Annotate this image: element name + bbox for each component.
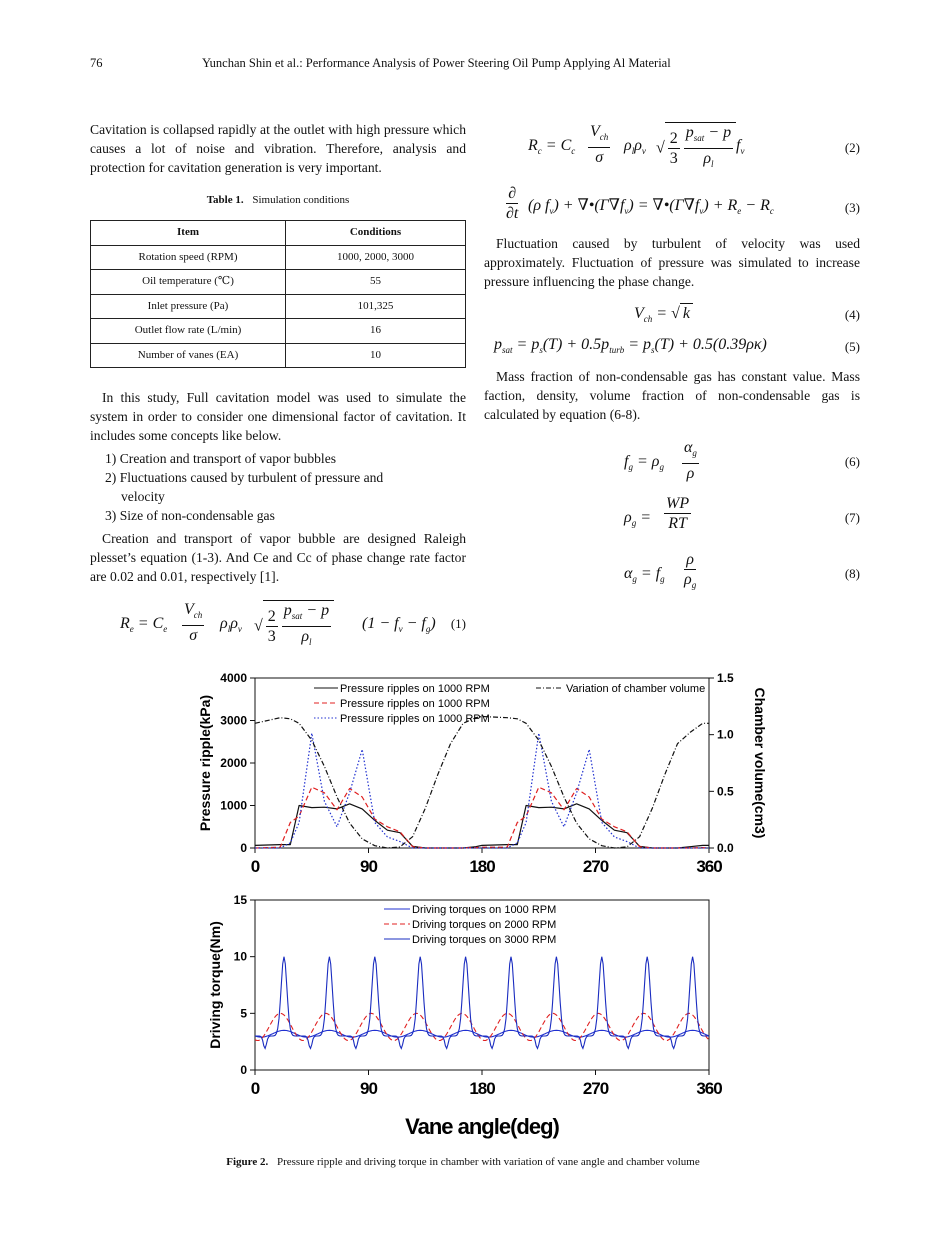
pressure-legend [314, 683, 705, 725]
x-tick-label: 360 [696, 857, 722, 876]
figure-caption-text: Pressure ripple and driving torque in chamber with variation of vane angle and chamber volume [276, 1156, 700, 1168]
x-tick-label: 180 [469, 1079, 495, 1098]
list-item: 3) Size of non-condensable gas [105, 508, 275, 523]
equation-number: (3) [844, 200, 860, 215]
legend-label: Driving torques on 1000 RPM [412, 904, 557, 916]
table-cell: 10 [286, 343, 466, 368]
y2-tick-label: 1.0 [717, 727, 734, 742]
equation-number: (5) [844, 339, 860, 354]
x-axis-label: Vane angle(deg) [405, 1114, 559, 1139]
table-cell: Oil temperature (℃) [91, 270, 286, 295]
table-cell: 55 [286, 270, 466, 295]
y-tick-label: 3000 [220, 713, 247, 728]
torque-series-line [255, 957, 709, 1049]
page-number: 76 [90, 56, 103, 70]
equation-8: $\alpha_g = f_g$ $\frac{\rho}{\rho_g}$ (8) [624, 551, 860, 591]
right-column [484, 120, 860, 600]
pressure-series-line [255, 804, 709, 848]
figure-2 [190, 668, 770, 1148]
creation-paragraph: Creation and transport of vapor bubble are designed Raleigh plesset’s equation (1-3). And Ce and Cc of phase change rate factor are 0.02 and 0.01, respectively [1]. [90, 531, 466, 584]
page-header [90, 56, 846, 74]
y2-tick-label: 1.5 [717, 671, 734, 685]
table-header-cell: Item [91, 221, 286, 246]
legend-label: Pressure ripples on 1000 RPM [340, 713, 490, 725]
equation-number: (8) [844, 566, 860, 581]
x-tick-label: 360 [696, 1079, 722, 1098]
equation-1: $R_e = C_e$ $V_{ch}$ σ $\rho_l\rho_v$ √ $\frac{2}{3}$ $\frac{p_{sat} - p}{\rho_l}$ $(1 - f_v - f_g)$ (1) [90, 600, 466, 650]
legend-label: Variation of chamber volume [566, 683, 706, 695]
y-tick-label: 1000 [220, 798, 247, 813]
torque-legend [384, 904, 556, 946]
equation-number: (2) [844, 140, 860, 155]
torque-chart-lines [255, 957, 709, 1049]
equation-7: $\rho_g$ = $\frac{WP}{RT}$ (7) [624, 495, 860, 532]
x-tick-label: 0 [250, 1079, 260, 1098]
table-row [91, 270, 466, 295]
table-row [91, 319, 466, 344]
y-tick-label: 0 [240, 841, 247, 855]
legend-label: Pressure ripples on 1000 RPM [340, 683, 490, 695]
equation-2: $R_c = C_c$ $V_{ch}$ σ $\rho_l\rho_v$ √ $\frac{2}{3}$ $\frac{p_{sat} - p}{\rho_l}$ $f_v$ (2) [484, 120, 860, 176]
y-tick-label: 10 [233, 949, 247, 964]
pressure-series-line [255, 787, 709, 848]
table-caption-text: Simulation conditions [252, 194, 350, 206]
equation-number: (6) [844, 454, 860, 469]
pressure-y-axis-label: Pressure ripple(kPa) [197, 694, 213, 832]
x-tick-label: 90 [360, 1079, 377, 1098]
y2-tick-label: 0.5 [717, 784, 734, 799]
table-label: Table 1. [206, 194, 244, 206]
y-tick-label: 2000 [220, 756, 247, 770]
equation-number: (7) [844, 510, 860, 525]
pressure-chart-lines [255, 717, 709, 849]
left-column [90, 120, 466, 650]
figure-caption [0, 1156, 926, 1168]
table-cell: Number of vanes (EA) [91, 343, 286, 368]
intro-paragraph: Cavitation is collapsed rapidly at the outlet with high pressure which causes a lot of noise and vibration. Therefore, analysis and protection for cavitation generation is very important. [90, 122, 466, 175]
table-cell: 101,325 [286, 294, 466, 319]
list-item: velocity [121, 489, 165, 504]
table-row [91, 343, 466, 368]
table-cell: Inlet pressure (Pa) [91, 294, 286, 319]
table-cell: Outlet flow rate (L/min) [91, 319, 286, 344]
table-cell: 1000, 2000, 3000 [286, 245, 466, 270]
simulation-conditions-table [90, 220, 466, 368]
legend-label: Driving torques on 3000 RPM [412, 934, 557, 946]
pressure-chart [197, 671, 768, 876]
y-tick-label: 15 [233, 893, 247, 907]
y-tick-label: 4000 [220, 671, 247, 685]
study-paragraph: In this study, Full cavitation model was used to simulate the system in order to consider one dimensional factor of cavitation. It includes some concepts like below. [90, 390, 466, 443]
table-row [91, 294, 466, 319]
equation-3: ∂ ∂t (ρ $f_v$) + $\nabla•(\Gamma\nabla f_v)$ = $\nabla•(\Gamma\nabla f_v) + R_e - R_c$ (3) [506, 185, 860, 222]
volume-y-axis-label: Chamber volume(cm3) [752, 687, 768, 839]
equation-6: $f_g = \rho_g$ $\frac{\alpha_g}{\rho}$ (6) [624, 439, 860, 483]
table-caption [90, 191, 466, 210]
x-tick-label: 180 [469, 857, 495, 876]
running-title: Yunchan Shin et al.: Performance Analysis of Power Steering Oil Pump Applying Al Material [202, 56, 671, 70]
equation-4: $V_{ch}$ = √ k (4) [634, 305, 860, 325]
table-header-cell: Conditions [286, 221, 466, 246]
torque-y-axis-label: Driving torque(Nm) [207, 921, 223, 1049]
figure-label: Figure 2. [226, 1156, 269, 1168]
concept-list [90, 449, 466, 525]
legend-label: Pressure ripples on 1000 RPM [340, 698, 490, 710]
pressure-series-line [255, 717, 709, 849]
legend-label: Driving torques on 2000 RPM [412, 919, 557, 931]
mass-fraction-paragraph: Mass fraction of non-condensable gas has constant value. Mass faction, density, volume fraction of non-condensable gas is calculated by equation (6-8). [484, 369, 860, 422]
pressure-series-line [255, 733, 709, 848]
y-tick-label: 0 [240, 1063, 247, 1077]
list-item: 1) Creation and transport of vapor bubbles [105, 451, 337, 466]
table-cell: Rotation speed (RPM) [91, 245, 286, 270]
x-tick-label: 270 [582, 857, 609, 876]
x-tick-label: 0 [250, 857, 260, 876]
fluctuation-paragraph: Fluctuation caused by turbulent of velocity was used approximately. Fluctuation of pressure was simulated to increase pressure influencing the phase change. [484, 236, 860, 289]
equation-5: $p_{sat} = p_s(T) + 0.5p_{turb} = p_s(T) + 0.5(0.39\rho\kappa)$ (5) [494, 336, 860, 356]
y-tick-label: 5 [240, 1006, 247, 1021]
equation-number: (1) [450, 616, 466, 631]
torque-chart [207, 893, 722, 1139]
table-header-row [91, 221, 466, 246]
equation-number: (4) [844, 307, 860, 322]
list-item: 2) Fluctuations caused by turbulent of pressure and [105, 470, 384, 485]
x-tick-label: 90 [360, 857, 377, 876]
table-cell: 16 [286, 319, 466, 344]
x-tick-label: 270 [582, 1079, 609, 1098]
y2-tick-label: 0.0 [717, 841, 734, 855]
table-row [91, 245, 466, 270]
